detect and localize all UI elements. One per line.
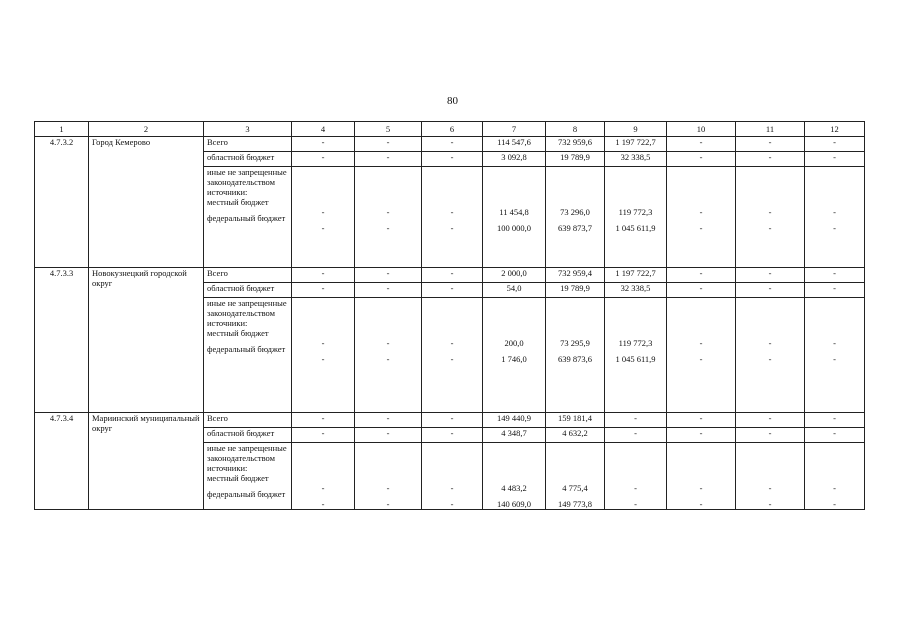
value-cell (736, 167, 805, 268)
row-label: Всего (204, 137, 292, 152)
value-cell: - (736, 268, 805, 283)
value-cell: - (667, 283, 736, 298)
value-cell: - (805, 428, 865, 443)
local-budget-label: местный бюджет (207, 197, 269, 207)
value-cell (292, 167, 355, 268)
local-value: - (321, 483, 325, 493)
row-label (204, 167, 292, 268)
local-value: - (699, 207, 703, 217)
value-cell: - (805, 283, 865, 298)
section-code: 4.7.3.4 (35, 413, 89, 510)
value-cell: 4 632,2 (546, 428, 605, 443)
local-value: - (833, 207, 836, 217)
value-cell: 32 338,5 (605, 152, 667, 167)
other-sources-label: иные не запрещенные законодательством источники: (207, 443, 287, 473)
local-value: - (833, 338, 836, 348)
header-cell: 7 (483, 122, 546, 137)
value-cell (483, 443, 546, 510)
value-cell: - (355, 283, 422, 298)
value-cell: - (736, 283, 805, 298)
value-cell: - (667, 137, 736, 152)
value-cell (483, 167, 546, 268)
local-value: - (634, 483, 637, 493)
federal-budget-label: федеральный бюджет (207, 344, 286, 354)
federal-value: - (768, 354, 772, 364)
section-name: Город Кемерово (89, 137, 204, 268)
value-cell: 149 440,9 (483, 413, 546, 428)
federal-value: 149 773,8 (558, 499, 592, 509)
local-value: - (699, 338, 703, 348)
value-cell: - (355, 152, 422, 167)
value-cell: - (355, 413, 422, 428)
value-cell (355, 298, 422, 413)
local-value: - (386, 207, 390, 217)
federal-value: - (833, 499, 836, 509)
row-label: областной бюджет (204, 152, 292, 167)
federal-value: - (699, 499, 703, 509)
value-cell: - (355, 137, 422, 152)
value-cell: - (292, 428, 355, 443)
value-cell: - (292, 137, 355, 152)
section-name: Новокузнецкий городской округ (89, 268, 204, 413)
value-cell (605, 443, 667, 510)
local-value: - (321, 207, 325, 217)
value-cell: - (292, 283, 355, 298)
value-cell (422, 167, 483, 268)
value-cell: - (736, 137, 805, 152)
local-value: - (768, 483, 772, 493)
value-cell (805, 298, 865, 413)
value-cell: 54,0 (483, 283, 546, 298)
federal-value: - (699, 354, 703, 364)
federal-value: - (321, 354, 325, 364)
local-value: - (386, 483, 390, 493)
value-cell (546, 298, 605, 413)
local-value: - (768, 207, 772, 217)
value-cell: - (355, 428, 422, 443)
local-budget-label: местный бюджет (207, 328, 269, 338)
value-cell: 1 197 722,7 (605, 268, 667, 283)
value-cell: - (422, 268, 483, 283)
value-cell: - (805, 137, 865, 152)
local-value: - (321, 338, 325, 348)
value-cell (805, 167, 865, 268)
other-sources-label: иные не запрещенные законодательством источники: (207, 298, 287, 328)
value-cell (546, 167, 605, 268)
value-cell: - (292, 413, 355, 428)
federal-value: - (768, 223, 772, 233)
federal-value: - (386, 223, 390, 233)
value-cell (736, 443, 805, 510)
value-cell: 114 547,6 (483, 137, 546, 152)
value-cell: 19 789,9 (546, 283, 605, 298)
federal-value: 1 746,0 (501, 354, 527, 364)
row-label: Всего (204, 268, 292, 283)
header-cell: 10 (667, 122, 736, 137)
federal-budget-label: федеральный бюджет (207, 489, 286, 499)
value-cell: 1 197 722,7 (605, 137, 667, 152)
row-label (204, 298, 292, 413)
header-cell: 4 (292, 122, 355, 137)
section-name: Мариинский муниципальный округ (89, 413, 204, 510)
header-row (35, 122, 865, 137)
header-cell: 9 (605, 122, 667, 137)
value-cell: 732 959,6 (546, 137, 605, 152)
local-value: - (768, 338, 772, 348)
federal-value: 1 045 611,9 (615, 223, 656, 233)
header-cell: 2 (89, 122, 204, 137)
federal-value: 140 609,0 (497, 499, 531, 509)
value-cell (422, 443, 483, 510)
local-value: - (450, 483, 454, 493)
value-cell: - (422, 413, 483, 428)
value-cell: 2 000,0 (483, 268, 546, 283)
value-cell: - (736, 413, 805, 428)
local-value: - (833, 483, 836, 493)
other-sources-label: иные не запрещенные законодательством источники: (207, 167, 287, 197)
federal-value: - (386, 354, 390, 364)
local-budget-label: местный бюджет (207, 473, 269, 483)
row-label: областной бюджет (204, 283, 292, 298)
value-cell (292, 443, 355, 510)
federal-value: - (321, 499, 325, 509)
value-cell: - (805, 413, 865, 428)
value-cell: 4 348,7 (483, 428, 546, 443)
value-cell: 32 338,5 (605, 283, 667, 298)
page-number: 80 (447, 95, 458, 107)
value-cell: - (605, 413, 667, 428)
federal-value: - (450, 354, 454, 364)
local-value: 73 295,9 (560, 338, 590, 348)
federal-budget-label: федеральный бюджет (207, 213, 286, 223)
value-cell (546, 443, 605, 510)
value-cell: - (605, 428, 667, 443)
federal-value: - (321, 223, 325, 233)
value-cell (355, 167, 422, 268)
header-cell: 6 (422, 122, 483, 137)
federal-value: 100 000,0 (497, 223, 531, 233)
federal-value: 639 873,7 (558, 223, 592, 233)
local-value: 4 483,2 (501, 483, 527, 493)
value-cell: - (422, 428, 483, 443)
value-cell (805, 443, 865, 510)
value-cell (355, 443, 422, 510)
value-cell: - (805, 152, 865, 167)
value-cell: - (736, 152, 805, 167)
value-cell: - (667, 428, 736, 443)
value-cell: - (422, 283, 483, 298)
federal-value: - (450, 499, 454, 509)
value-cell (605, 298, 667, 413)
row-total (35, 268, 865, 283)
federal-value: - (386, 499, 390, 509)
header-cell: 3 (204, 122, 292, 137)
value-cell (667, 298, 736, 413)
local-value: - (450, 207, 454, 217)
section-code: 4.7.3.2 (35, 137, 89, 268)
row-label: Всего (204, 413, 292, 428)
federal-value: - (768, 499, 772, 509)
value-cell: - (736, 428, 805, 443)
value-cell: - (292, 152, 355, 167)
federal-value: 1 045 611,9 (615, 354, 656, 364)
federal-value: - (634, 499, 637, 509)
local-value: 4 775,4 (562, 483, 588, 493)
federal-value: - (450, 223, 454, 233)
value-cell: - (667, 413, 736, 428)
header-cell: 5 (355, 122, 422, 137)
section-code: 4.7.3.3 (35, 268, 89, 413)
value-cell: - (667, 152, 736, 167)
local-value: - (699, 483, 703, 493)
header-cell: 12 (805, 122, 865, 137)
value-cell: - (292, 268, 355, 283)
header-cell: 1 (35, 122, 89, 137)
row-total (35, 413, 865, 428)
local-value: 119 772,3 (618, 338, 653, 348)
value-cell: - (422, 152, 483, 167)
local-value: 73 296,0 (560, 207, 590, 217)
local-value: 11 454,8 (499, 207, 529, 217)
value-cell: 19 789,9 (546, 152, 605, 167)
local-value: 119 772,3 (618, 207, 653, 217)
row-total (35, 137, 865, 152)
value-cell: 3 092,8 (483, 152, 546, 167)
value-cell: - (667, 268, 736, 283)
value-cell: - (422, 137, 483, 152)
federal-value: - (833, 223, 836, 233)
value-cell (483, 298, 546, 413)
value-cell: - (355, 268, 422, 283)
federal-value: 639 873,6 (558, 354, 592, 364)
row-label (204, 443, 292, 510)
local-value: 200,0 (504, 338, 524, 348)
value-cell (292, 298, 355, 413)
budget-table (34, 121, 865, 510)
value-cell: 732 959,4 (546, 268, 605, 283)
federal-value: - (699, 223, 703, 233)
federal-value: - (833, 354, 836, 364)
value-cell (667, 167, 736, 268)
value-cell (605, 167, 667, 268)
value-cell: - (805, 268, 865, 283)
value-cell (736, 298, 805, 413)
row-label: областной бюджет (204, 428, 292, 443)
local-value: - (450, 338, 454, 348)
local-value: - (386, 338, 390, 348)
value-cell (422, 298, 483, 413)
header-cell: 11 (736, 122, 805, 137)
value-cell (667, 443, 736, 510)
header-cell: 8 (546, 122, 605, 137)
value-cell: 159 181,4 (546, 413, 605, 428)
